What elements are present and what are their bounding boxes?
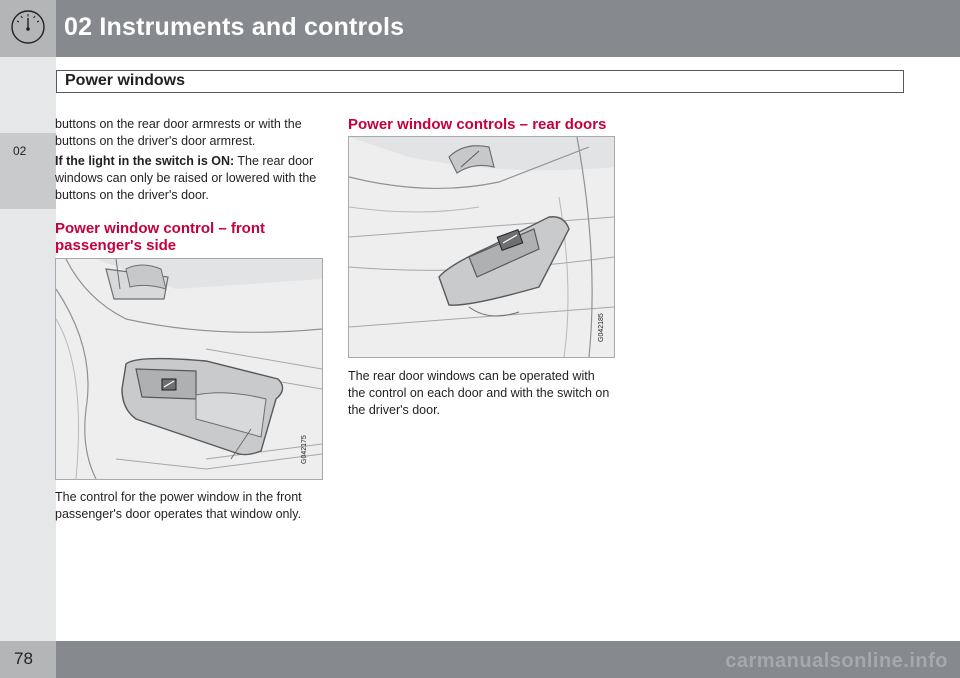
light-note-paragraph bbox=[55, 153, 325, 204]
light-note-label: If the light in the switch is ON: bbox=[55, 154, 235, 168]
light-note-text: The rear door windows can only be raised or lowered with the buttons on the driver's door. bbox=[55, 154, 317, 202]
front-door-illustration bbox=[56, 259, 322, 479]
rear-figure-code: G042185 bbox=[598, 313, 605, 342]
chapter-tab-active[interactable] bbox=[0, 133, 56, 209]
rear-caption: The rear door windows can be operated with the control on each door and with the switch on the driver's door. bbox=[348, 369, 610, 417]
header-icon-panel bbox=[0, 0, 56, 57]
rear-door-illustration bbox=[349, 137, 614, 357]
chapter-tab-upper bbox=[0, 57, 56, 133]
chapter-tab-lower bbox=[0, 209, 56, 641]
chapter-tab-label: 02 bbox=[13, 144, 27, 158]
section-title-box bbox=[56, 70, 904, 93]
rear-doors-heading: Power window controls – rear doors bbox=[348, 116, 607, 133]
section-title: Power windows bbox=[65, 72, 186, 89]
front-door-figure bbox=[55, 258, 323, 480]
gauge-icon bbox=[10, 9, 46, 45]
intro-paragraph: buttons on the rear door armrests or with the buttons on the driver's door armrest. bbox=[55, 117, 302, 148]
watermark: carmanualsonline.info bbox=[725, 650, 948, 672]
front-caption: The control for the power window in the front passenger's door operates that window only. bbox=[55, 490, 302, 521]
front-passenger-heading: Power window control – front passenger's side bbox=[55, 220, 265, 254]
rear-door-figure bbox=[348, 136, 615, 358]
page-number: 78 bbox=[14, 649, 33, 668]
front-figure-code: G042175 bbox=[301, 435, 308, 464]
chapter-title: 02 Instruments and controls bbox=[64, 13, 405, 41]
